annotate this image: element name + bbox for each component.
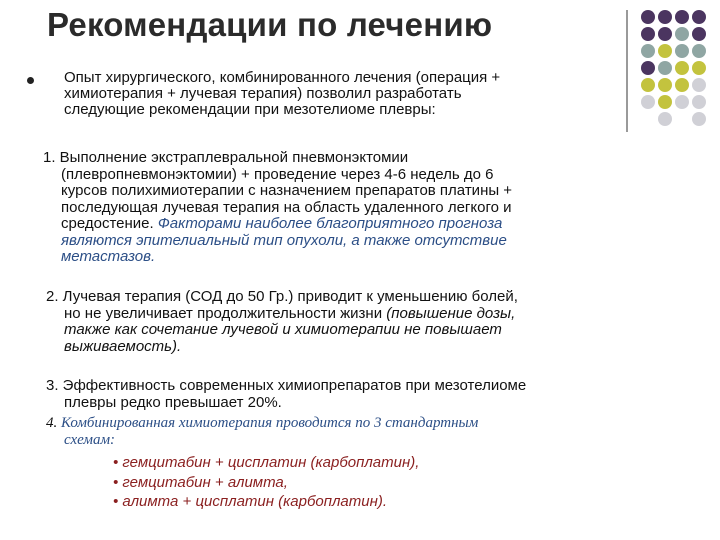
decor-dot <box>675 61 689 75</box>
decor-dot <box>692 44 706 58</box>
decor-dot <box>658 95 672 109</box>
item-line: последующая лучевая терапия на область удаленного легкого и <box>61 198 512 216</box>
scheme-item: • гемцитабин + цисплатин (карбоплатин), <box>113 454 420 471</box>
chemo-heading-line: схемам: <box>64 431 116 448</box>
italic-note-line: выживаемость). <box>64 337 182 355</box>
prognosis-line: метастазов. <box>61 248 156 265</box>
decor-dot <box>692 10 706 24</box>
decor-dot <box>658 10 672 24</box>
prognosis-highlight: Факторами наиболее благоприятного прогноза <box>157 215 503 232</box>
item-line: 1. Выполнение экстраплевральной пневмонэктомии <box>43 149 409 166</box>
italic-note-line: также как сочетание лучевой и химиотерапии не повышает <box>64 321 502 338</box>
decor-dot <box>641 78 655 92</box>
decor-dot <box>675 44 689 58</box>
decor-dot <box>641 61 655 75</box>
decor-dot <box>658 44 672 58</box>
item-text: средостение. <box>61 215 158 232</box>
decor-dot <box>692 61 706 75</box>
recommendation-3 <box>46 378 526 411</box>
decor-dot <box>641 10 655 24</box>
slide-title: Рекомендации по лечению <box>47 6 493 43</box>
decor-dot <box>641 27 655 41</box>
scheme-item: • алимта + цисплатин (карбоплатин). <box>113 493 388 510</box>
italic-note: (повышение дозы, <box>386 304 516 322</box>
decor-dot <box>658 27 672 41</box>
decor-dot <box>675 95 689 109</box>
decor-dot <box>692 27 706 41</box>
decor-dot <box>675 10 689 24</box>
vertical-divider <box>626 10 628 132</box>
decor-dot <box>675 78 689 92</box>
item-line: (плевропневмонэктомии) + проведение через 4-6 недель до 6 <box>61 165 494 183</box>
decor-dot <box>658 112 672 126</box>
decor-dot <box>658 61 672 75</box>
prognosis-line: являются эпителиальный тип опухоли, а также отсутствие <box>61 231 507 249</box>
item-number: 4. <box>46 415 61 431</box>
decor-dot <box>692 112 706 126</box>
intro-line: химиотерапия + лучевая терапия) позволил разработать <box>64 85 462 102</box>
recommendation-2 <box>46 289 518 355</box>
item-line: курсов полихимиотерапии с назначением препаратов платины + <box>61 182 513 199</box>
bullet-icon <box>27 77 34 84</box>
scheme-item: • гемцитабин + алимта, <box>113 474 288 491</box>
decor-dot <box>658 78 672 92</box>
item-line: 3. Эффективность современных химиопрепаратов при мезотелиоме <box>46 377 527 394</box>
decor-dot <box>692 95 706 109</box>
intro-line: Опыт хирургического, комбинированного лечения (операция + <box>64 69 501 86</box>
item-line: 2. Лучевая терапия (СОД до 50 Гр.) приводит к уменьшению болей, <box>46 288 518 305</box>
recommendation-4 <box>46 415 478 448</box>
intro-line: следующие рекомендации при мезотелиоме плевры: <box>64 101 436 118</box>
item-line: плевры редко превышает 20%. <box>64 393 282 411</box>
dot-grid-decoration <box>641 10 720 130</box>
intro-paragraph <box>64 70 604 118</box>
decor-dot <box>641 95 655 109</box>
recommendation-1 <box>43 150 512 266</box>
decor-dot <box>692 78 706 92</box>
chemo-heading: Комбинированная химиотерапия проводится по 3 стандартным <box>61 415 479 431</box>
item-text: но не увеличивает продолжительности жизни <box>64 304 387 322</box>
decor-dot <box>675 27 689 41</box>
decor-dot <box>641 44 655 58</box>
